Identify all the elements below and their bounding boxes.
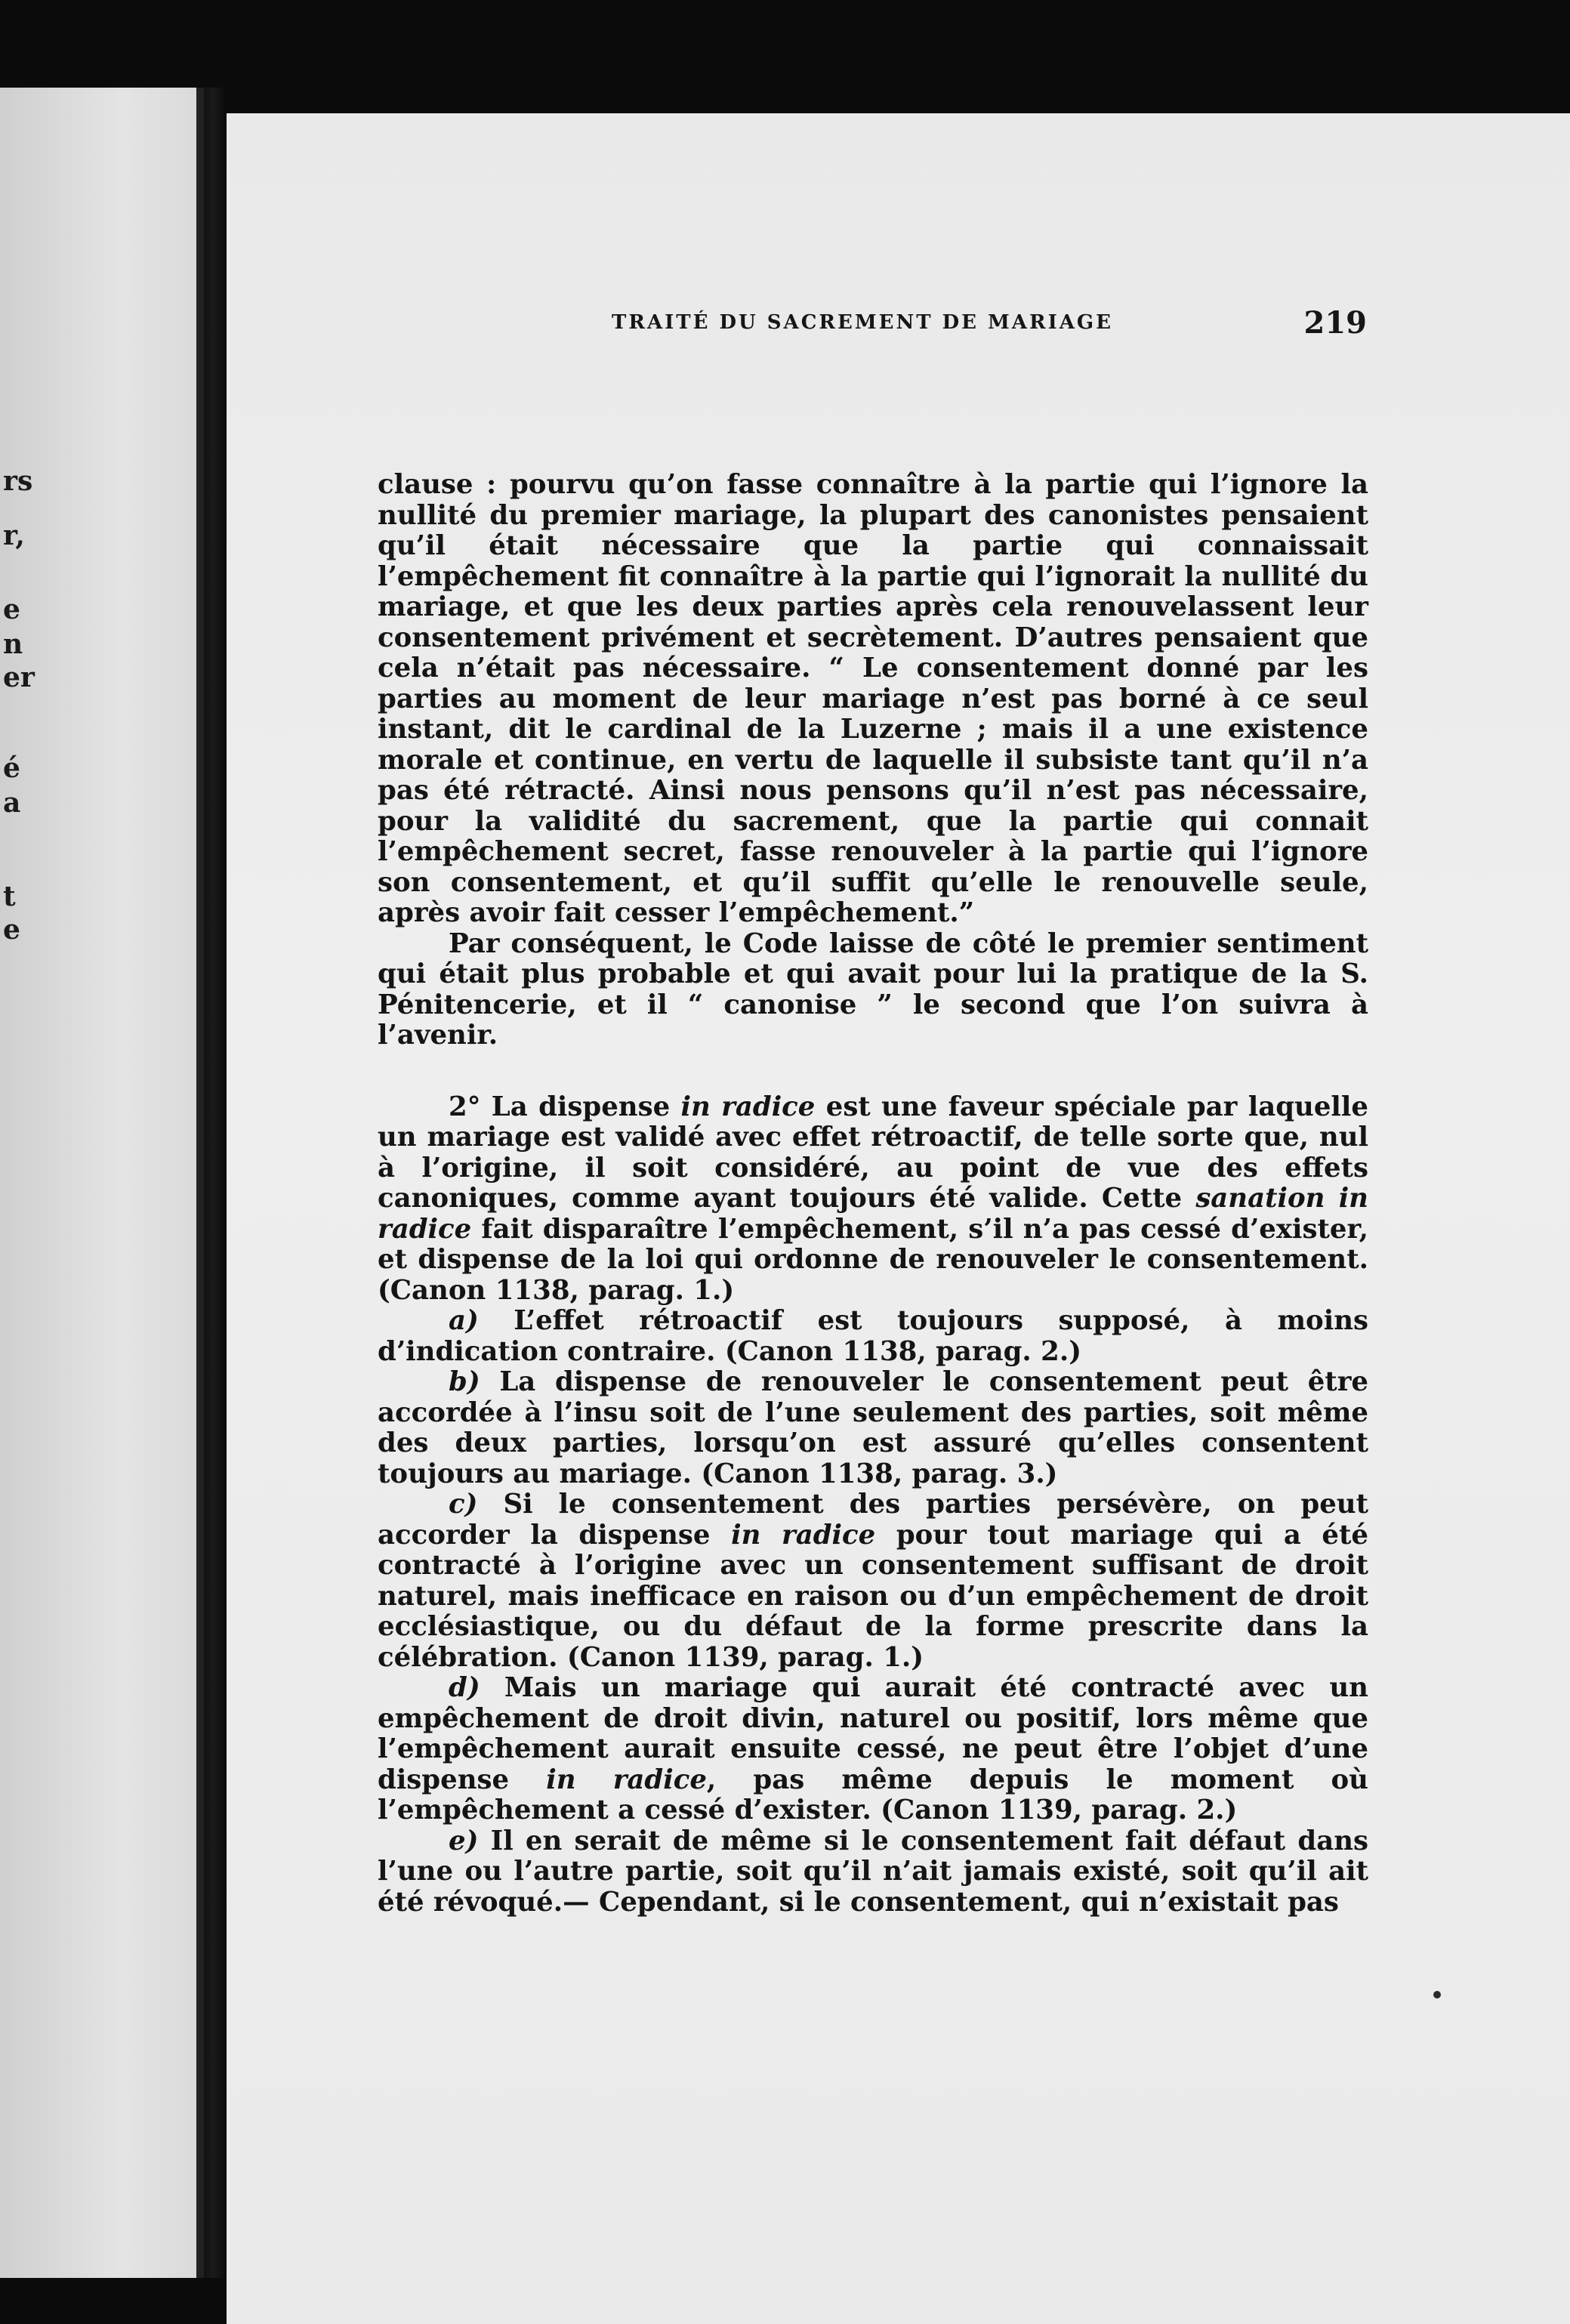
item-label: c): [449, 1489, 478, 1520]
facing-page-fragment: a: [3, 787, 21, 819]
facing-page-fragment: er: [3, 662, 35, 693]
page-number: 219: [1303, 305, 1367, 341]
facing-page-shadow: [196, 88, 204, 2278]
paragraph-item-c: [378, 1489, 1368, 1673]
text-run: La dispense de renouveler le consentement peut être accordée à l’insu soit de l’une seulement des parties, soit même des deux parties, lorsqu’on est assuré qu’elles consentent toujours au mariage. (Canon 1138, parag. 3.): [378, 1366, 1368, 1489]
page-header: [378, 305, 1367, 350]
paragraph-item-e: [378, 1826, 1368, 1918]
text-run: pour tout mariage qui a été contracté à l’origine avec un consentement suffisant de droit naturel, mais inefficace en raison ou d’un empêchement de droit ecclésiastique, ou du défaut de la forme prescrite dans la célébration. (Canon 1139, parag. 1.): [378, 1519, 1368, 1673]
paragraph-item-a: [378, 1306, 1368, 1367]
facing-page-fragment: e: [3, 914, 20, 946]
italic-term: in radice: [680, 1091, 816, 1122]
text-run: est une faveur spéciale par laquelle un mariage est validé avec effet rétroactif, de telle sorte que, nul à l’origine, il soit considéré, au point de vue des effets canoniques, comme ayant toujours été valide. Cette: [378, 1091, 1368, 1214]
item-label: b): [449, 1366, 480, 1397]
speck: [1433, 1991, 1441, 1998]
facing-page-fragment: e: [3, 594, 20, 625]
facing-page-fragment: rs: [3, 465, 33, 497]
text-run: , pas même depuis le moment où l’empêchement a cessé d’exister. (Canon 1139, parag. 2.): [378, 1764, 1368, 1826]
item-label: d): [449, 1672, 480, 1703]
facing-page-fragment: é: [3, 752, 20, 784]
paragraph-item-b: [378, 1367, 1368, 1489]
facing-page-text-fragments: [0, 88, 204, 2278]
italic-term: sanation in radice: [378, 1183, 1368, 1245]
facing-page-fragment: r,: [3, 520, 25, 551]
facing-page-edge: [0, 88, 204, 2278]
italic-term: in radice: [546, 1764, 707, 1795]
text-run: fait disparaître l’empêchement, s’il n’a pas cessé d’exister, et dispense de la loi qui ordonne de renouveler le consentement. (Canon 1138, parag. 1.): [378, 1213, 1368, 1306]
text-run: Si le consentement des parties persévère, on peut accorder la dispense: [378, 1489, 1368, 1551]
paragraph-section-2: [378, 1092, 1368, 1307]
text-run: Il en serait de même si le consentement fait défaut dans l’une ou l’autre partie, soit qu’il n’ait jamais existé, soit qu’il ait été révoqué.— Cependant, si le consentement, qui n’existait pas: [378, 1825, 1368, 1918]
text-run: Mais un mariage qui aurait été contracté avec un empêchement de droit divin, naturel ou positif, lors même que l’empêchement aurait ensuite cessé, ne peut être l’objet d’une dispense: [378, 1672, 1368, 1795]
facing-page-fragment: n: [3, 628, 23, 660]
paragraph: Par conséquent, le Code laisse de côté le premier sentiment qui était plus probable et qui avait pour lui la pratique de la S. Pénitencerie, et il “ canonise ” le second que l’on suivra à l’avenir.: [378, 927, 1368, 1051]
item-label: e): [449, 1825, 479, 1856]
italic-term: in radice: [731, 1519, 876, 1551]
text-run: 2° La dispense: [449, 1091, 681, 1122]
page-body: [378, 470, 1368, 1918]
item-label: a): [449, 1305, 479, 1336]
running-title: TRAITÉ DU SACREMENT DE MARIAGE: [612, 311, 1113, 334]
facing-page-fragment: t: [3, 881, 16, 912]
paragraph-item-d: [378, 1673, 1368, 1826]
paragraph-continuation: clause : pourvu qu’on fasse connaître à la partie qui l’ignore la nullité du premier mariage, la plupart des canonistes pensaient qu’il était nécessaire que la partie qui connaissait l’empêchement fit connaître à la partie qui l’ignorait la nullité du mariage, et que les deux parties après cela renouvelassent leur consentement privément et secrètement. D’autres pensaient que cela n’était pas nécessaire. “ Le consentement donné par les parties au moment de leur mariage n’est pas borné à ce seul instant, dit le cardinal de la Luzerne ; mais il a une existence morale et continue, en vertu de laquelle il subsiste tant qu’il n’a pas été rétracté. Ainsi nous pensons qu’il n’est pas nécessaire, pour la validité du sacrement, que la partie qui connait l’empêchement secret, fasse renouveler à la partie qui l’ignore son consentement, et qu’il suffit qu’elle le renouvelle seule, après avoir fait cesser l’empêchement.”: [378, 469, 1368, 928]
text-run: L’effet rétroactif est toujours supposé, à moins d’indication contraire. (Canon 1138, parag. 2.): [378, 1305, 1368, 1367]
book-gutter: [204, 88, 227, 2278]
